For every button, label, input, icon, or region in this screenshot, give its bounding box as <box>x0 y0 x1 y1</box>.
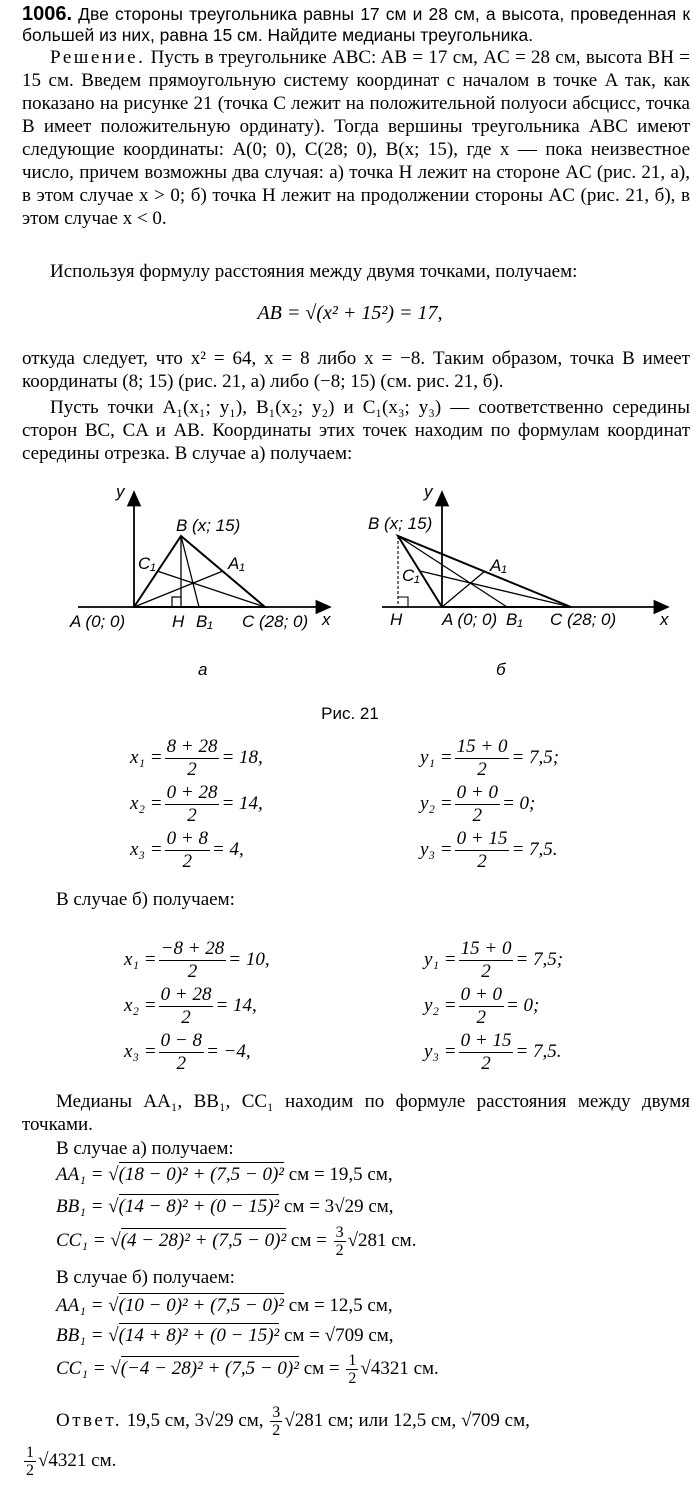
medians-intro: Медианы AA₁, BB₁, CC₁ находим по формуле расстояния между двумя точками. <box>22 1091 690 1135</box>
answer-part-1: 19,5 см, 3√29 см, <box>126 1409 264 1431</box>
fig-b-label-b1: B₁ <box>506 610 523 629</box>
fig-a-median-bb1 <box>181 536 199 607</box>
case-b-x2: x₂ = $\frac{0 + 28}{2}$ = 14, <box>124 984 257 1028</box>
answer-label: Ответ. <box>56 1409 122 1431</box>
case-b-y2: y₂ = $\frac{0 + 0}{2}$ = 0; <box>424 984 540 1028</box>
case-a-x2: x₂ = $\frac{0 + 28}{2}$ = 14, <box>130 782 263 826</box>
answer-line-2: $\frac{1}{2}$ √4321 см. <box>26 1444 117 1479</box>
median-a-cc1: CC₁ = √(4 − 28)² + (7,5 − 0)² см = $\frac{3}{2}$ √281 см. <box>56 1224 417 1259</box>
medians-a-intro: В случае а) получаем: <box>56 1138 234 1159</box>
case-b-x1: x₁ = $\frac{-8 + 28}{2}$ = 10, <box>124 938 270 982</box>
median-a-bb1: BB₁ = √(14 − 8)² + (0 − 15)² см = 3√29 см, <box>56 1196 394 1217</box>
fig-b-label-h: H <box>390 610 403 629</box>
case-a-x1: x₁ = $\frac{8 + 28}{2}$ = 18, <box>130 736 263 780</box>
formula-ab: AB = √(x² + 15²) = 17, <box>257 302 443 324</box>
fig-a-label-c1: C₁ <box>138 554 156 573</box>
fig-a-label-a: A (0; 0) <box>70 612 126 631</box>
fig-a-label-b1: B₁ <box>196 612 213 631</box>
solution-paragraph-1 <box>22 46 690 230</box>
fig-b-label-b: B (x; 15) <box>368 514 433 533</box>
fig-b-caption: б <box>496 660 506 679</box>
fig-b-right-angle <box>398 597 408 607</box>
median-a-aa1: AA₁ = √(18 − 0)² + (7,5 − 0)² см = 19,5 см, <box>56 1164 393 1185</box>
median-b-bb1: BB₁ = √(14 + 8)² + (0 − 15)² см = √709 см, <box>56 1325 394 1346</box>
solution-text-1: Пусть в треугольнике ABC: AB = 17 см, AC = 28 см, высота BH = 15 см. Введем прямоугольную систему координат с началом в точке A так, как показано на рисунке 21 (точка C лежит на положительной полуоси абсцисс, точка B имеет положительную ординату). Тогда вершины треугольника ABC имеют следующие координаты: A(0; 0), C(28; 0), B(x; 15), где x — пока неизвестное число, причем возможны два случая: а) точка H лежит на стороне AC (рис. 21, а), в этом случае x > 0; б) точка H лежит на продолжении стороны AC (рис. 21, б), в этом случае x < 0. <box>22 47 690 229</box>
solution-label: Решение. <box>50 47 146 68</box>
fig-a-right-angle <box>172 597 181 607</box>
solution-paragraph-4: Пусть точки A₁(x₁; y₁), B₁(x₂; y₂) и C₁(x₃; y₃) — соответственно середины сторон BC, CA и AB. Координаты этих точек находим по формулам координат середины отрезка. В случае а) получаем: <box>22 397 690 464</box>
figure-21 <box>0 480 700 700</box>
fig-b-label-a1: A₁ <box>490 556 507 575</box>
fig-a-label-c: C (28; 0) <box>242 612 309 631</box>
fig-b-x-label: x <box>660 610 669 629</box>
case-a-y1: y₁ = $\frac{15 + 0}{2}$ = 7,5; <box>420 736 560 780</box>
case-a-y2: y₂ = $\frac{0 + 0}{2}$ = 0; <box>420 782 536 826</box>
problem-statement <box>22 4 690 46</box>
case-a-y3: y₃ = $\frac{0 + 15}{2}$ = 7,5. <box>420 828 558 872</box>
figure-caption: Рис. 21 <box>321 704 379 723</box>
solution-paragraph-2: Используя формулу расстояния между двумя точками, получаем: <box>50 261 578 282</box>
fig-a-caption: а <box>198 660 208 679</box>
fig-b-label-c1: C₁ <box>402 566 420 585</box>
problem-number: 1006. <box>22 3 73 25</box>
fig-a-y-label: y <box>116 482 125 501</box>
fig-a-label-h: H <box>172 612 185 631</box>
fig-a-x-label: x <box>322 610 331 629</box>
case-a-x3: x₃ = $\frac{0 + 8}{2}$ = 4, <box>130 828 244 872</box>
case-b-y3: y₃ = $\frac{0 + 15}{2}$ = 7,5. <box>424 1030 562 1074</box>
case-b-intro: В случае б) получаем: <box>56 889 235 910</box>
case-b-y1: y₁ = $\frac{15 + 0}{2}$ = 7,5; <box>424 938 564 982</box>
medians-b-intro: В случае б) получаем: <box>56 1267 235 1288</box>
case-b-x3: x₃ = $\frac{0 - 8}{2}$ = −4, <box>124 1030 251 1074</box>
fig-b-label-a: A (0; 0) <box>442 610 498 629</box>
answer-part-2: √281 см; или 12,5 см, √709 см, <box>284 1409 530 1431</box>
answer-line-1: Ответ. 19,5 см, 3√29 см, $\frac{3}{2}$ √281 см; или 12,5 см, √709 см, <box>56 1404 530 1439</box>
fig-b-label-c: C (28; 0) <box>550 610 617 629</box>
answer-part-3: √4321 см. <box>38 1449 117 1471</box>
solution-paragraph-3: откуда следует, что x² = 64, x = 8 либо x = −8. Таким образом, точка B имеет координаты (8; 15) (рис. 21, а) либо (−8; 15) (см. рис. 21, б). <box>22 348 690 392</box>
median-b-cc1: CC₁ = √(−4 − 28)² + (7,5 − 0)² см = $\frac{1}{2}$ √4321 см. <box>56 1352 439 1387</box>
fig-a-label-a1: A₁ <box>228 554 245 573</box>
median-b-aa1: AA₁ = √(10 − 0)² + (7,5 − 0)² см = 12,5 см, <box>56 1295 393 1316</box>
problem-text: Две стороны треугольника равны 17 см и 28 см, а высота, проведенная к большей из них, равна 15 см. Найдите медианы треугольника. <box>22 4 690 45</box>
fig-b-y-label: y <box>424 482 433 501</box>
fig-a-label-b: B (x; 15) <box>176 516 241 535</box>
